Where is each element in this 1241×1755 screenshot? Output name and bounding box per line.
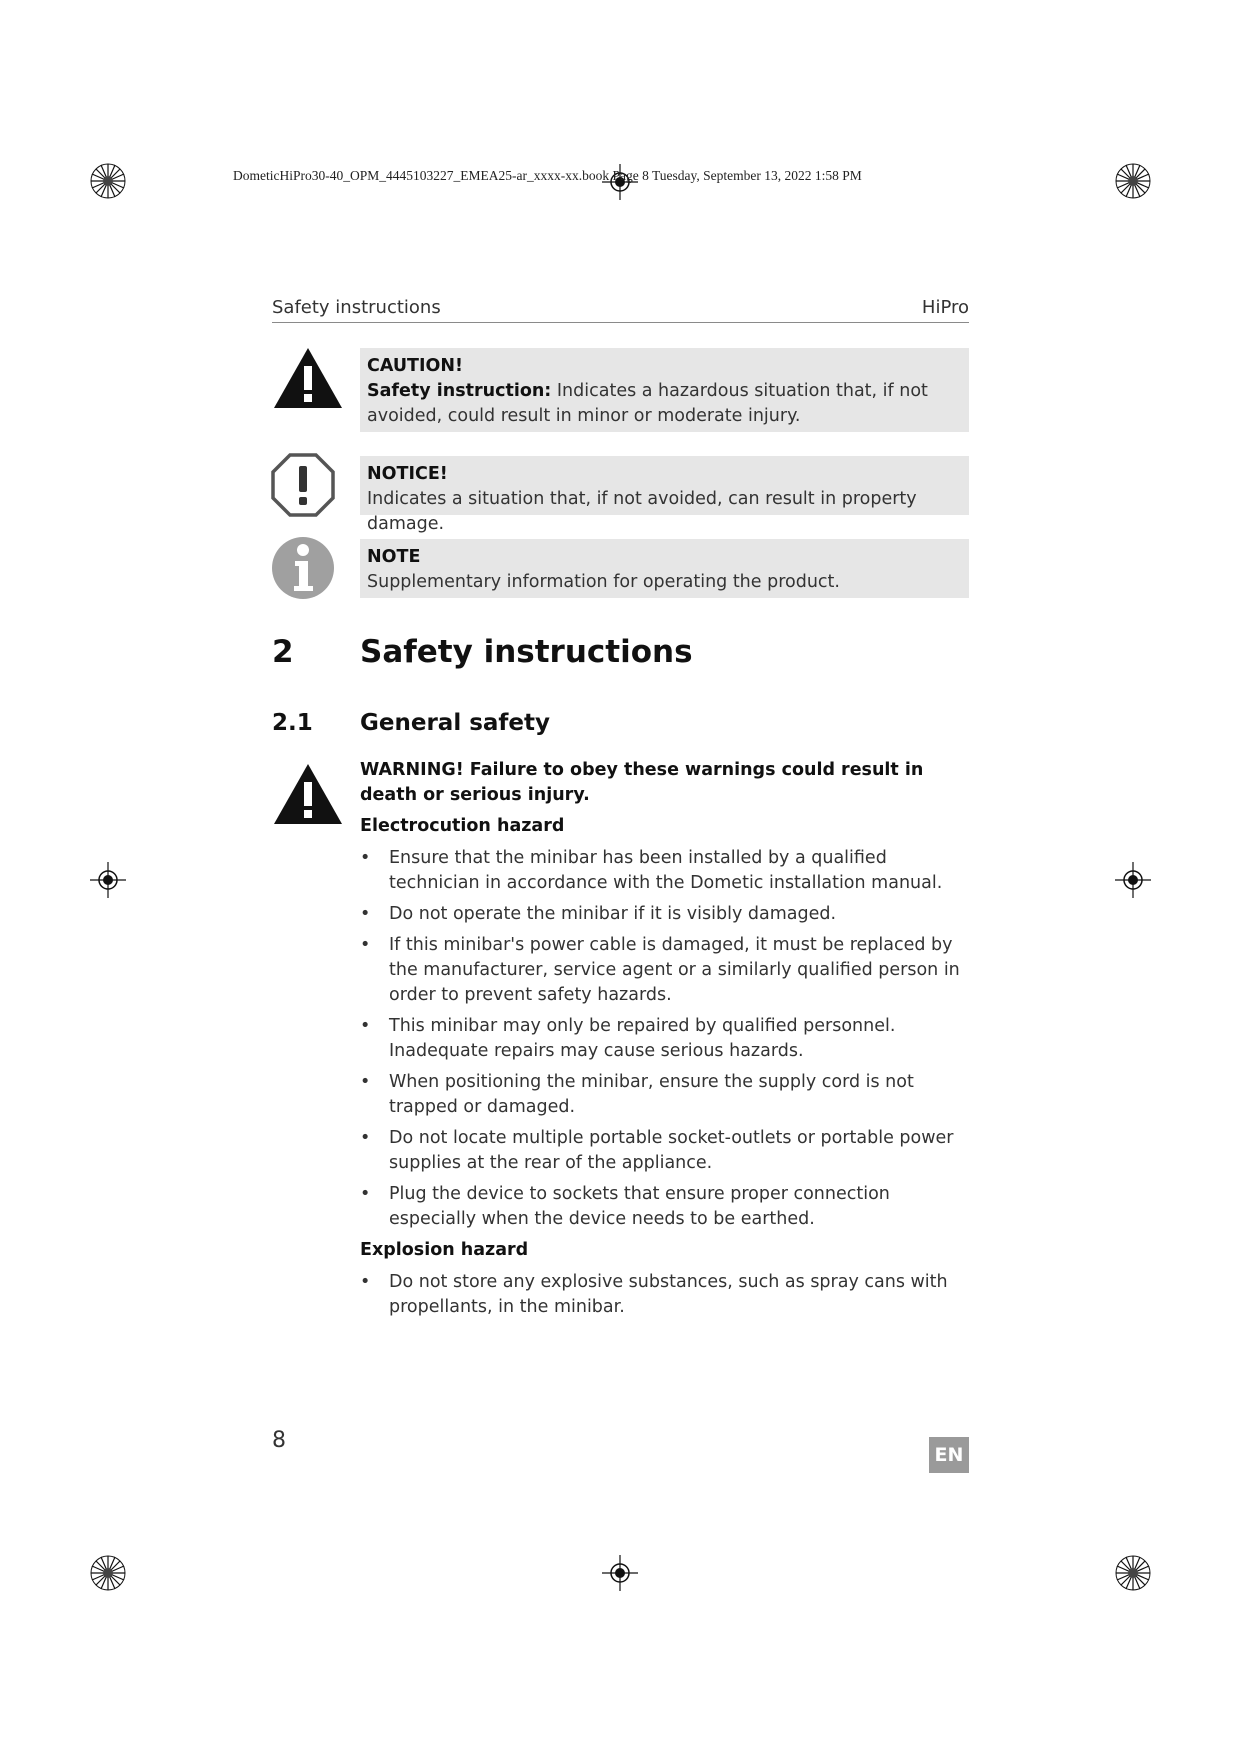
page-number: 8 <box>272 1428 286 1453</box>
electrocution-heading: Electrocution hazard <box>360 816 565 836</box>
caution-box <box>360 348 969 432</box>
notice-text: Indicates a situation that, if not avoided, can result in property damage. <box>367 489 917 534</box>
list-item-text: This minibar may only be repaired by qualified personnel. Inadequate repairs may cause serious hazards. <box>389 1016 896 1061</box>
print-slug: DometicHiPro30-40_OPM_4445103227_EMEA25-ar_xxxx-xx.book Page 8 Tuesday, September 13, 2022 1:58 PM <box>233 168 862 183</box>
bullet: • <box>360 1128 371 1148</box>
crosshair-mark-middle-right <box>1115 862 1151 898</box>
note-text: Supplementary information for operating the product. <box>367 572 840 592</box>
registration-mark-top-left <box>90 163 126 199</box>
list-item <box>360 1182 972 1232</box>
list-item-text: Ensure that the minibar has been installed by a qualified technician in accordance with the Dometic installation manual. <box>389 848 943 893</box>
crosshair-mark-bottom-center <box>602 1555 638 1591</box>
list-item <box>360 846 972 896</box>
subsection-number: 2.1 <box>272 710 313 736</box>
registration-mark-bottom-left <box>90 1555 126 1591</box>
list-item <box>360 1270 972 1320</box>
crosshair-mark-middle-left <box>90 862 126 898</box>
subsection-title: General safety <box>360 710 551 736</box>
warning-triangle-icon <box>272 762 344 826</box>
caution-title: CAUTION! <box>367 356 464 376</box>
list-item <box>360 1126 972 1176</box>
bullet: • <box>360 904 371 924</box>
list-item-text: Do not operate the minibar if it is visibly damaged. <box>389 904 837 924</box>
explosion-heading: Explosion hazard <box>360 1240 529 1260</box>
notice-box <box>360 456 969 534</box>
caution-text: Indicates a hazardous situation that, if not avoided, could result in minor or moderate injury. <box>367 381 928 426</box>
running-header-section: Safety instructions <box>272 297 441 318</box>
section-title: Safety instructions <box>360 634 693 670</box>
note-box <box>360 539 969 598</box>
registration-mark-bottom-right <box>1115 1555 1151 1591</box>
warning-triangle-icon <box>272 346 344 410</box>
warning-title: WARNING! Failure to obey these warnings could result in death or serious injury. <box>360 760 924 805</box>
list-item <box>360 933 972 1008</box>
registration-mark-top-right <box>1115 163 1151 199</box>
list-item-text: Do not locate multiple portable socket-outlets or portable power supplies at the rear of the appliance. <box>389 1128 954 1173</box>
bullet: • <box>360 848 371 868</box>
list-item-text: If this minibar's power cable is damaged, it must be replaced by the manufacturer, service agent or a similarly qualified person in order to prevent safety hazards. <box>389 935 960 1005</box>
note-title: NOTE <box>367 547 421 567</box>
header-rule <box>272 322 969 323</box>
list-item-text: Plug the device to sockets that ensure proper connection especially when the device needs to be earthed. <box>389 1184 890 1229</box>
electrocution-list <box>360 846 972 1238</box>
caution-lead: Safety instruction: <box>367 381 552 401</box>
bullet: • <box>360 1272 371 1292</box>
bullet: • <box>360 1016 371 1036</box>
section-number: 2 <box>272 634 294 670</box>
list-item <box>360 1014 972 1064</box>
list-item-text: When positioning the minibar, ensure the supply cord is not trapped or damaged. <box>389 1072 914 1117</box>
list-item-text: Do not store any explosive substances, such as spray cans with propellants, in the minibar. <box>389 1272 948 1317</box>
list-item <box>360 1070 972 1120</box>
language-badge: EN <box>929 1437 969 1473</box>
list-item <box>360 902 972 927</box>
bullet: • <box>360 935 371 955</box>
info-icon <box>271 536 335 600</box>
bullet: • <box>360 1184 371 1204</box>
notice-title: NOTICE! <box>367 464 448 484</box>
running-header-product: HiPro <box>921 297 969 318</box>
bullet: • <box>360 1072 371 1092</box>
notice-octagon-icon <box>271 453 335 517</box>
explosion-list <box>360 1270 972 1326</box>
